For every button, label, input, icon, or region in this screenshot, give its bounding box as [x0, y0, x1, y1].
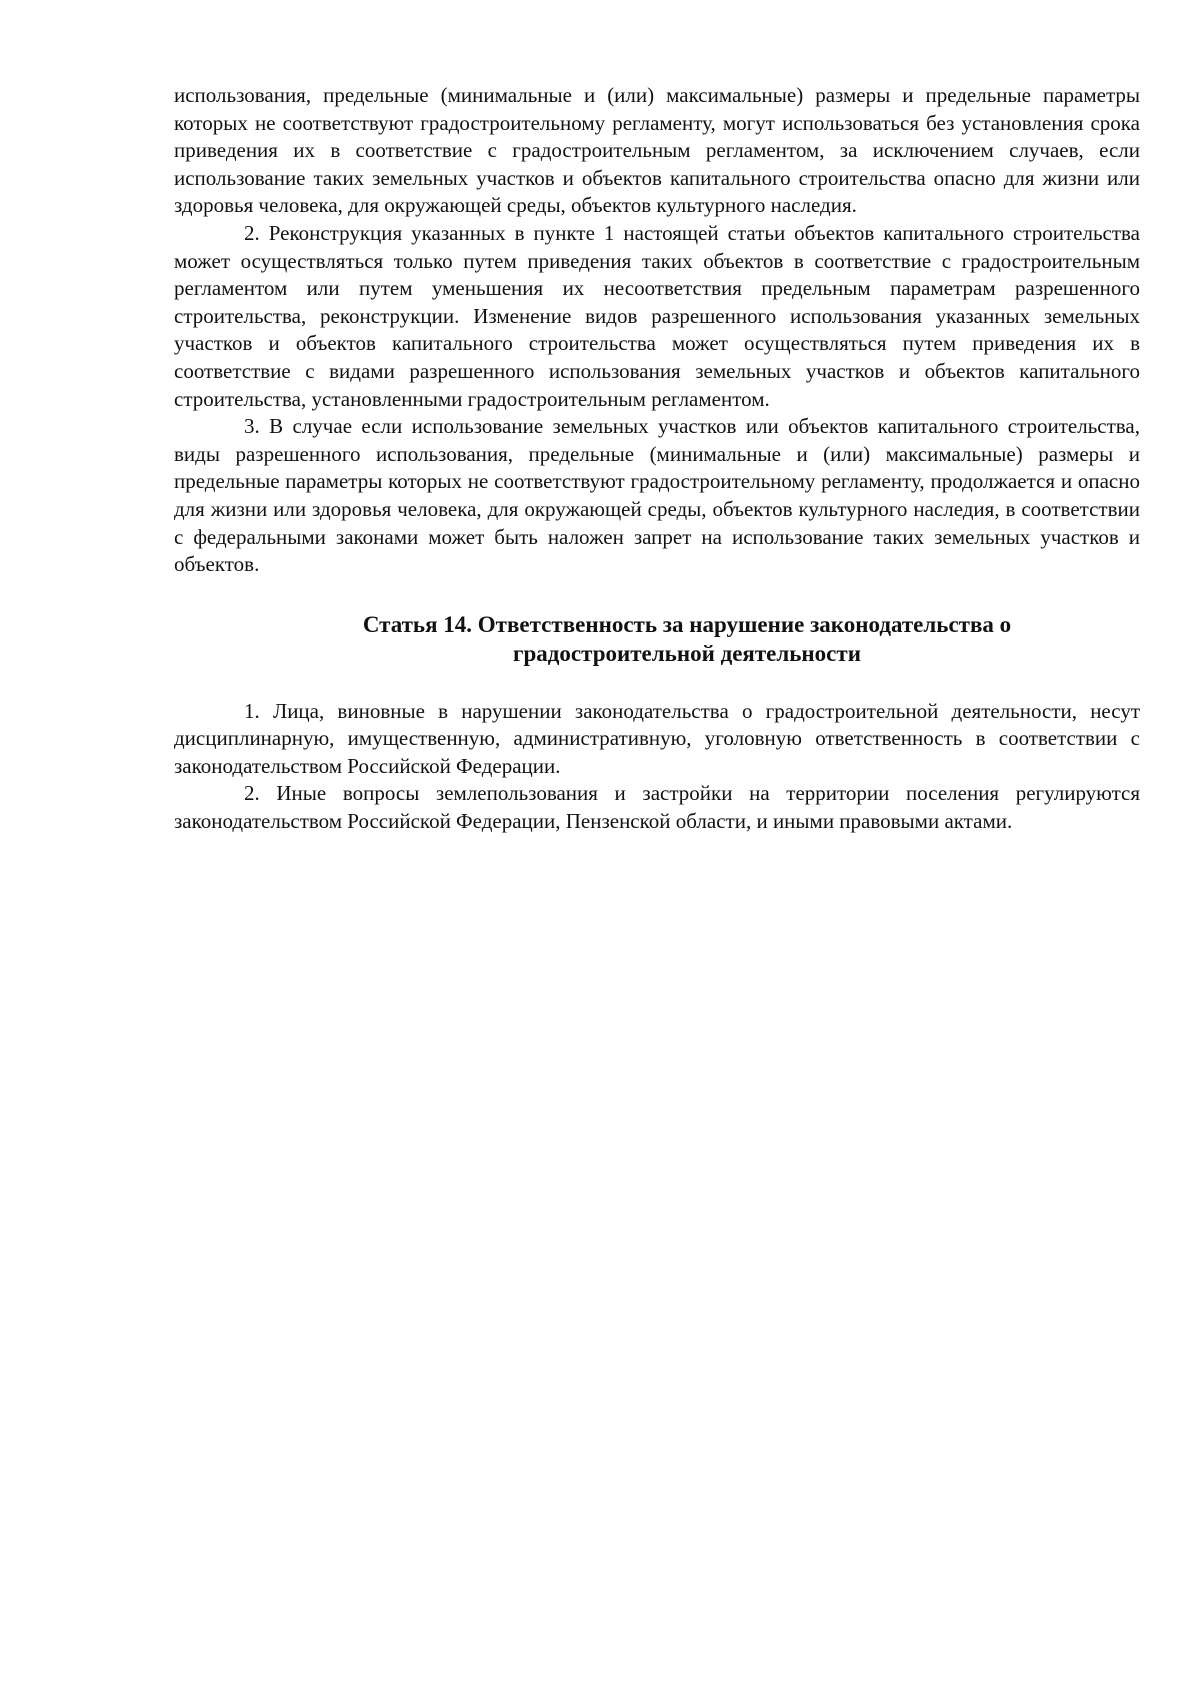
- article-heading: Статья 14. Ответственность за нарушение законодательства о градостроительной деятельности: [362, 611, 1012, 666]
- paragraph-item-2: 2. Реконструкция указанных в пункте 1 настоящей статьи объектов капитального строительства может осуществляться только путем приведения таких объектов в соответствие с градостроительным регламентом или путем уменьшения их несоответствия предельным параметрам разрешенного строительства, реконструкции. Изменение видов разрешенного использования указанных земельных участков и объектов капитального строительства может осуществляться путем приведения их в соответствие с видами разрешенного использования земельных участков и объектов капитального строительства, установленными градостроительным регламентом.: [174, 220, 1140, 411]
- article-14-paragraph-2: 2. Иные вопросы землепользования и застройки на территории поселения регулируются законодательством Российской Федерации, Пензенской области, и иными правовыми актами.: [174, 781, 1140, 834]
- paragraph-continuation: использования, предельные (минимальные и (или) максимальные) размеры и предельные параметры которых не соответствуют градостроительному регламенту, могут использоваться без установления срока приведения их в соответствие с градостроительным регламентом, за исключением случаев, если использование таких земельных участков и объектов капитального строительства опасно для жизни или здоровья человека, для окружающей среды, объектов культурного наследия.: [174, 83, 1140, 218]
- article-14-paragraph-1: 1. Лица, виновные в нарушении законодательства о градостроительной деятельности, несут дисциплинарную, имущественную, административную, уголовную ответственность в соответствии с законодательством Российской Федерации.: [174, 698, 1140, 778]
- paragraph-item-3: 3. В случае если использование земельных участков или объектов капитального строительства, виды разрешенного использования, предельные (минимальные и (или) максимальные) размеры и предельные параметры которых не соответствуют градостроительному регламенту, продолжается и опасно для жизни или здоровья человека, для окружающей среды, объектов культурного наследия, в соответствии с федеральными законами может быть наложен запрет на использование таких земельных участков и объектов.: [174, 414, 1140, 577]
- document-body: [174, 82, 1140, 836]
